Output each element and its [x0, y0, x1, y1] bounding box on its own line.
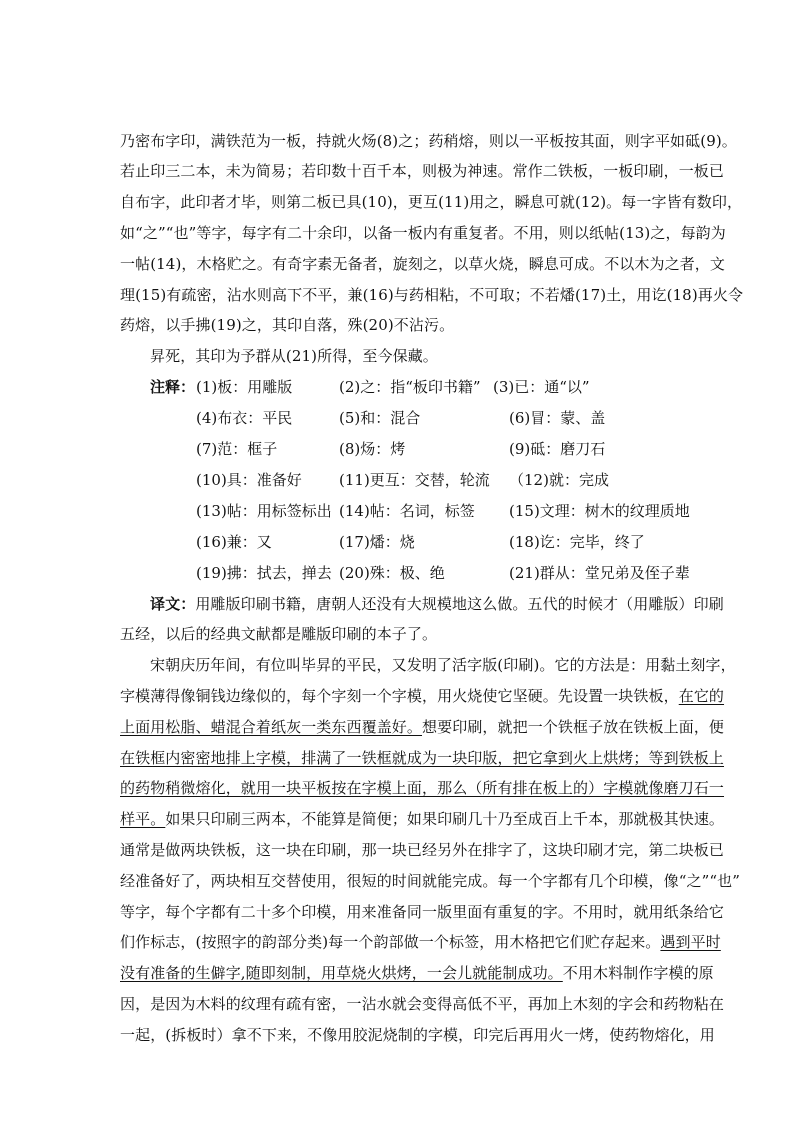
note-item: (1)板：用雕版 [196, 378, 293, 396]
translation-line [120, 963, 714, 983]
note-item: (11)更互：交替，轮流 [339, 471, 490, 489]
translation-text: 不用木料制作字模的原 [562, 964, 714, 982]
translation-line [120, 717, 725, 737]
translation-line [120, 778, 725, 798]
original-text-line: 理(15)有疏密，沾水则高下不平，兼(16)与药相粘，不可取；不若燔(17)土，用讫(18)再火令 [120, 286, 744, 304]
underlined-text: 在铁框内密密地排上字模，排满了一铁框就成为一块印版，把它拿到火上烘烤；等到铁板上 [120, 749, 725, 767]
note-item: (14)帖：名词，标签 [339, 502, 475, 520]
translation-label: 译文： [150, 595, 196, 613]
translation-line [120, 686, 725, 706]
translation-line: 宋朝庆历年间，有位叫毕昇的平民，又发明了活字版(印刷)。它的方法是：用黏土刻字， [150, 656, 736, 674]
translation-line: 一起，(拆板时）拿不下来，不像用胶泥烧制的字模，印完后再用火一烤，使药物熔化，用 [120, 1026, 715, 1044]
translation-text: 字模薄得像铜钱边缘似的，每个字刻一个字模，用火烧使它坚硬。先设置一块铁板， [120, 687, 679, 705]
note-item: (17)燔：烧 [339, 533, 415, 551]
note-item: (4)布衣：平民 [196, 409, 293, 427]
translation-line [120, 809, 725, 829]
underlined-text: 在它的 [678, 687, 725, 705]
underlined-text: 遇到平时 [660, 933, 721, 951]
translation-text: 想要印刷，就把一个铁框子放在铁板上面，便 [422, 718, 725, 736]
translation-line: 通常是做两块铁板，这一块在印刷，那一块已经另外在排字了，这块印刷才完，第二块板已 [120, 841, 725, 859]
note-item: (8)炀：烤 [339, 440, 406, 458]
note-item: (21)群从：堂兄弟及侄子辈 [509, 564, 690, 582]
original-text-line: 如“之”“也”等字，每字有二十余印，以备一板内有重复者。不用，则以纸帖(13)之，每韵为 [120, 224, 726, 242]
original-text-line: 一帖(14)，木格贮之。有奇字素无备者，旋刻之，以草火烧，瞬息可成。不以木为之者，文 [120, 255, 725, 273]
note-item: (15)文理：树木的纹理质地 [509, 502, 690, 520]
underlined-text: 的药物稍微熔化，就用一块平板按在字模上面，那么（所有排在板上的）字模就像磨刀石一 [120, 779, 725, 797]
translation-text: 们作标志，(按照字的韵部分类)每一个韵部做一个标签，用木格把它们贮存起来。 [120, 933, 661, 951]
translation-text: 用雕版印刷书籍，唐朝人还没有大规模地这么做。五代的时候才（用雕版）印刷 [195, 595, 724, 613]
translation-line [120, 932, 721, 952]
translation-line: 因，是因为木料的纹理有疏有密，一沾水就会变得高低不平，再加上木刻的字会和药物粘在 [120, 995, 725, 1013]
note-item: (10)具：准备好 [196, 471, 302, 489]
note-item: (13)帖：用标签标出 [196, 502, 332, 520]
underlined-text: 没有准备的生僻字,随即刻制，用草烧火烘烤，一会儿就能制成功。 [120, 964, 563, 982]
note-item: (16)兼：又 [196, 533, 272, 551]
original-text-line: 自布字，此印者才毕，则第二板已具(10)，更互(11)用之，瞬息可就(12)。每一字皆有数印， [120, 193, 743, 211]
translation-line: 等字，每个字都有二十多个印模，用来准备同一版里面有重复的字。不用时，就用纸条给它 [120, 903, 725, 921]
translation-text: 如果只印刷三两本，不能算是简便；如果印刷几十乃至成百上千本，那就极其快速。 [165, 810, 725, 828]
note-item: （12)就：完成 [509, 471, 609, 489]
original-text-line: 乃密布字印，满铁范为一板，持就火炀(8)之；药稍熔，则以一平板按其面，则字平如砥(9)。 [120, 132, 737, 150]
translation-line: 五经，以后的经典文献都是雕版印刷的本子了。 [120, 625, 438, 643]
translation-line: 经准备好了，两块相互交替使用，很短的时间就能完成。每一个字都有几个印模，像“之”“也” [120, 872, 740, 890]
translation-first-line [150, 594, 724, 614]
note-item: (7)范：框子 [196, 440, 278, 458]
note-item: (20)殊：极、绝 [339, 564, 445, 582]
note-item: (6)冒：蒙、盖 [509, 409, 606, 427]
note-item: (3)已：通“以” [493, 378, 590, 396]
original-text-paragraph: 昇死，其印为予群从(21)所得，至今保藏。 [150, 347, 438, 365]
note-item: (18)讫：完毕，终了 [509, 533, 645, 551]
note-item: (19)拂：拭去，掸去 [196, 564, 332, 582]
original-text-line: 若止印三二本，未为简易；若印数十百千本，则极为神速。常作二铁板，一板印刷，一板已 [120, 162, 725, 180]
original-text-line: 药熔，以手拂(19)之，其印自落，殊(20)不沾污。 [120, 316, 455, 334]
note-item: (2)之：指“板印书籍” [339, 378, 481, 396]
translation-line [120, 748, 725, 768]
underlined-text: 上面用松脂、蜡混合着纸灰一类东西覆盖好。 [120, 718, 423, 736]
notes-label: 注释： [150, 378, 196, 396]
underlined-text: 样平。 [120, 810, 166, 828]
note-item: (5)和：混合 [339, 409, 421, 427]
note-item: (9)砥：磨刀石 [509, 440, 606, 458]
